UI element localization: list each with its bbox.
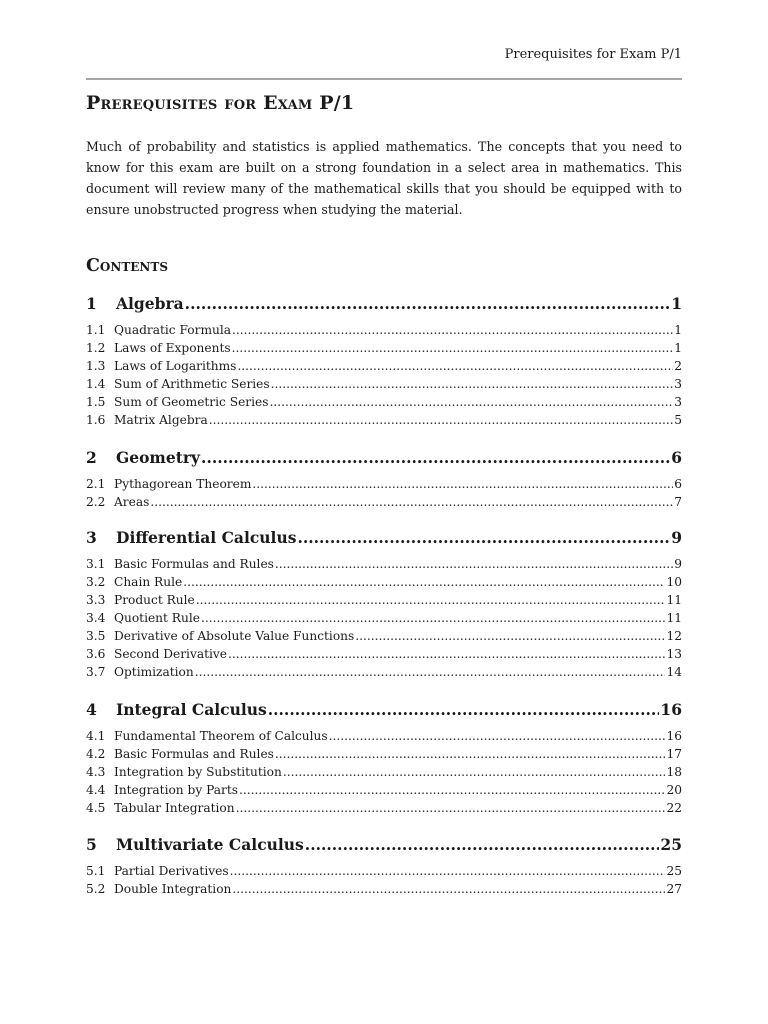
toc-leader: [269, 395, 673, 409]
toc-leader: [185, 294, 671, 313]
toc-chapter-number: 5: [86, 835, 97, 854]
toc-leader: [236, 801, 666, 815]
toc-section-title: Laws of Exponents: [114, 341, 231, 355]
toc-leader: [329, 729, 666, 743]
toc-section[interactable]: [86, 783, 682, 797]
toc-section-page: 22: [666, 801, 682, 815]
toc-section-number: 3.6: [86, 647, 106, 661]
toc-leader: [232, 341, 674, 355]
toc-leader: [232, 323, 673, 337]
toc-leader: [239, 783, 666, 797]
toc-leader: [237, 359, 673, 373]
toc-chapter-number: 2: [86, 448, 97, 467]
toc-section[interactable]: [86, 477, 682, 491]
toc-section[interactable]: [86, 864, 682, 878]
toc-section[interactable]: [86, 765, 682, 779]
toc-chapter-title: Differential Calculus: [116, 528, 297, 547]
toc-section[interactable]: [86, 882, 682, 896]
toc-section[interactable]: [86, 729, 682, 743]
toc-section-page: 3: [674, 377, 682, 391]
toc-section-title: Integration by Parts: [114, 783, 238, 797]
toc-section-number: 5.2: [86, 882, 106, 896]
header-rule: [86, 78, 682, 80]
toc-leader: [283, 765, 666, 779]
toc-section-number: 4.1: [86, 729, 106, 743]
toc-leader: [305, 835, 660, 854]
toc-leader: [196, 593, 666, 607]
toc-section-number: 5.1: [86, 864, 106, 878]
toc-section-number: 3.4: [86, 611, 106, 625]
toc-leader: [275, 557, 673, 571]
toc-chapter[interactable]: [86, 448, 682, 467]
toc-section-page: 1: [674, 341, 682, 355]
toc-section-number: 3.2: [86, 575, 106, 589]
toc-section-title: Quadratic Formula: [114, 323, 232, 337]
toc-section-title: Fundamental Theorem of Calculus: [114, 729, 328, 743]
toc-leader: [232, 882, 665, 896]
toc-section-number: 4.3: [86, 765, 106, 779]
toc-section[interactable]: [86, 611, 682, 625]
toc-section-page: 3: [674, 395, 682, 409]
toc-chapter-page: 6: [671, 448, 682, 467]
toc-chapter-number: 3: [86, 528, 97, 547]
toc-section-number: 1.4: [86, 377, 106, 391]
toc-section[interactable]: [86, 557, 682, 571]
toc-section-number: 1.3: [86, 359, 106, 373]
toc-section[interactable]: [86, 323, 682, 337]
toc-section-number: 2.1: [86, 477, 106, 491]
toc-leader: [275, 747, 666, 761]
toc-chapter[interactable]: [86, 528, 682, 547]
toc-section-title: Basic Formulas and Rules: [114, 557, 274, 571]
toc-section-page: 27: [666, 882, 682, 896]
toc-section[interactable]: [86, 629, 682, 643]
toc-leader: [150, 495, 673, 509]
toc-section[interactable]: [86, 575, 682, 589]
toc-leader: [201, 611, 666, 625]
toc-leader: [271, 377, 674, 391]
toc-section-number: 1.1: [86, 323, 106, 337]
toc-section[interactable]: [86, 801, 682, 815]
toc-section-page: 14: [666, 665, 682, 679]
toc-section[interactable]: [86, 647, 682, 661]
toc-section-number: 4.4: [86, 783, 106, 797]
toc-section[interactable]: [86, 377, 682, 391]
toc-chapter-title: Geometry: [116, 448, 201, 467]
toc-section[interactable]: [86, 495, 682, 509]
toc-leader: [209, 413, 674, 427]
toc-leader: [183, 575, 665, 589]
toc-section-title: Sum of Arithmetic Series: [114, 377, 270, 391]
toc-chapter[interactable]: [86, 835, 682, 854]
toc-section-page: 16: [666, 729, 682, 743]
intro-paragraph: Much of probability and statistics is applied mathematics. The concepts that you need to know for this exam are built on a strong foundation in a select area in mathematics. This document will review many of the mathematical skills that you should be equipped with to ensure unobstructed progress when studying the material.: [86, 139, 682, 217]
toc-section[interactable]: [86, 747, 682, 761]
toc-section-title: Quotient Rule: [114, 611, 200, 625]
toc-section-title: Laws of Logarithms: [114, 359, 237, 373]
toc-leader: [268, 700, 660, 719]
toc-section-page: 17: [666, 747, 682, 761]
running-header: Prerequisites for Exam P/1: [504, 47, 682, 62]
toc-section-page: 20: [666, 783, 682, 797]
toc-chapter[interactable]: [86, 700, 682, 719]
toc-chapter-number: 1: [86, 294, 97, 313]
toc-section-page: 13: [666, 647, 682, 661]
toc-section-title: Basic Formulas and Rules: [114, 747, 274, 761]
toc-section-title: Tabular Integration: [114, 801, 235, 815]
toc-section-title: Optimization: [114, 665, 194, 679]
toc-section-title: Second Derivative: [114, 647, 228, 661]
toc-section-number: 1.5: [86, 395, 106, 409]
toc-section[interactable]: [86, 665, 682, 679]
toc-section[interactable]: [86, 359, 682, 373]
toc-leader: [230, 864, 666, 878]
toc-section-title: Product Rule: [114, 593, 195, 607]
toc-chapter-page: 1: [671, 294, 682, 313]
toc-leader: [195, 665, 666, 679]
toc-section-title: Derivative of Absolute Value Functions: [114, 629, 355, 643]
toc-leader: [201, 448, 670, 467]
toc-section-page: 1: [674, 323, 682, 337]
toc-section-number: 1.2: [86, 341, 106, 355]
toc-chapter-title: Algebra: [116, 294, 184, 313]
toc-section-number: 4.5: [86, 801, 106, 815]
document-title: Prerequisites for Exam P/1: [86, 92, 355, 114]
contents-heading: Contents: [86, 256, 168, 276]
toc-section-title: Pythagorean Theorem: [114, 477, 252, 491]
toc-leader: [228, 647, 665, 661]
toc-chapter-page: 25: [660, 835, 682, 854]
toc-section-number: 2.2: [86, 495, 106, 509]
toc-section-page: 7: [674, 495, 682, 509]
toc-chapter-number: 4: [86, 700, 97, 719]
toc-section-title: Sum of Geometric Series: [114, 395, 269, 409]
toc-section-title: Double Integration: [114, 882, 232, 896]
toc-section-title: Matrix Algebra: [114, 413, 208, 427]
toc-section-page: 25: [666, 864, 682, 878]
toc-section-page: 2: [674, 359, 682, 373]
toc-section-title: Integration by Substitution: [114, 765, 282, 779]
toc-section-title: Partial Derivatives: [114, 864, 229, 878]
toc-chapter-title: Multivariate Calculus: [116, 835, 304, 854]
toc-section-page: 5: [674, 413, 682, 427]
toc-section-page: 10: [666, 575, 682, 589]
toc-leader: [355, 629, 665, 643]
toc-chapter-page: 9: [671, 528, 682, 547]
toc-section-page: 9: [674, 557, 682, 571]
toc-section-number: 4.2: [86, 747, 106, 761]
toc-section[interactable]: [86, 395, 682, 409]
toc-chapter[interactable]: [86, 294, 682, 313]
toc-leader: [252, 477, 673, 491]
toc-section-page: 6: [674, 477, 682, 491]
toc-leader: [297, 528, 670, 547]
toc-chapter-page: 16: [660, 700, 682, 719]
toc-section-number: 1.6: [86, 413, 106, 427]
toc-section-page: 18: [666, 765, 682, 779]
toc-section[interactable]: [86, 413, 682, 427]
toc-section[interactable]: [86, 593, 682, 607]
toc-chapter-title: Integral Calculus: [116, 700, 267, 719]
toc-section-page: 12: [666, 629, 682, 643]
toc-section-number: 3.1: [86, 557, 106, 571]
toc-section-page: 11: [666, 593, 682, 607]
toc-section-number: 3.3: [86, 593, 106, 607]
toc-section-number: 3.7: [86, 665, 106, 679]
toc-section-title: Areas: [114, 495, 150, 509]
toc-section-page: 11: [666, 611, 682, 625]
toc-section-number: 3.5: [86, 629, 106, 643]
toc-section[interactable]: [86, 341, 682, 355]
toc-section-title: Chain Rule: [114, 575, 183, 589]
